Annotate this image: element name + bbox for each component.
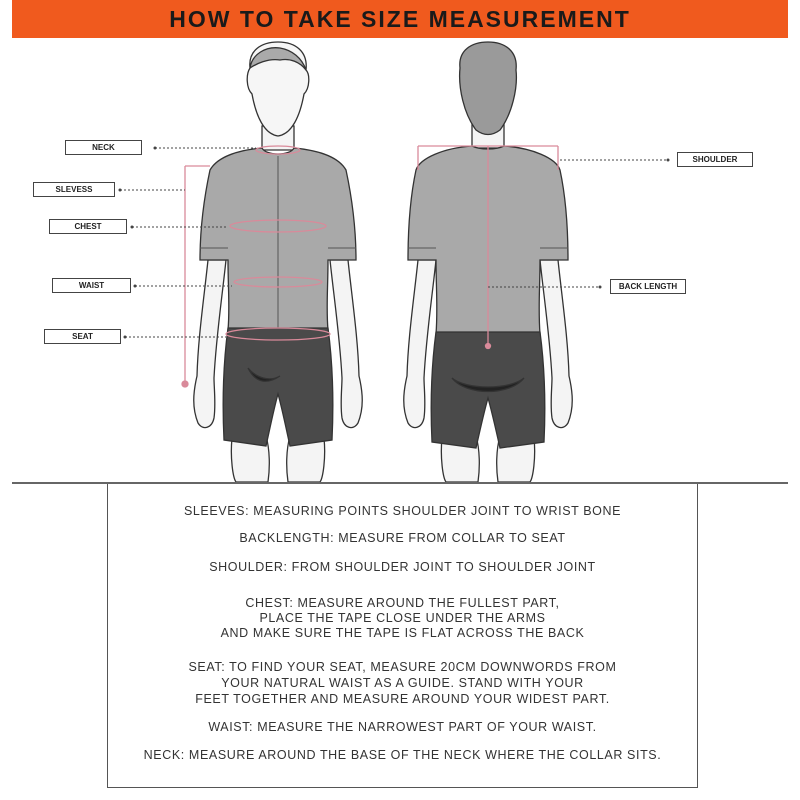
label-neck: NECK [65,140,142,155]
instruction-chest-line-1: CHEST: MEASURE AROUND THE FULLEST PART, [245,596,560,610]
instruction-seat-line-3: FEET TOGETHER AND MEASURE AROUND YOUR WIDEST PART. [195,692,610,706]
label-shoulder: SHOULDER [677,152,753,167]
front-figure [194,42,363,482]
body-diagram [0,38,800,482]
instruction-chest-line-2: PLACE THE TAPE CLOSE UNDER THE ARMS [259,611,546,625]
measurement-figure [0,38,800,482]
label-sleeves: SLEVESS [33,182,115,197]
title-banner [12,0,788,38]
instruction-shoulder: SHOULDER: FROM SHOULDER JOINT TO SHOULDER JOINT [209,560,596,574]
label-chest: CHEST [49,219,127,234]
label-back-length: BACK LENGTH [610,279,686,294]
page-title: HOW TO TAKE SIZE MEASUREMENT [169,5,631,32]
instruction-backlength: BACKLENGTH: MEASURE FROM COLLAR TO SEAT [239,531,566,545]
instruction-seat-line-2: YOUR NATURAL WAIST AS A GUIDE. STAND WITH YOUR [221,676,584,690]
instruction-sleeves: SLEEVES: MEASURING POINTS SHOULDER JOINT TO WRIST BONE [183,504,622,518]
label-seat: SEAT [44,329,121,344]
instruction-seat-line-1: SEAT: TO FIND YOUR SEAT, MEASURE 20CM DOWNWORDS FROM [188,660,617,674]
label-waist: WAIST [52,278,131,293]
instruction-neck: NECK: MEASURE AROUND THE BASE OF THE NECK WHERE THE COLLAR SITS. [143,748,662,762]
instructions-box [107,484,698,788]
instruction-waist: WAIST: MEASURE THE NARROWEST PART OF YOUR WAIST. [208,720,597,734]
instruction-chest-line-3: AND MAKE SURE THE TAPE IS FLAT ACROSS THE BACK [220,626,585,640]
